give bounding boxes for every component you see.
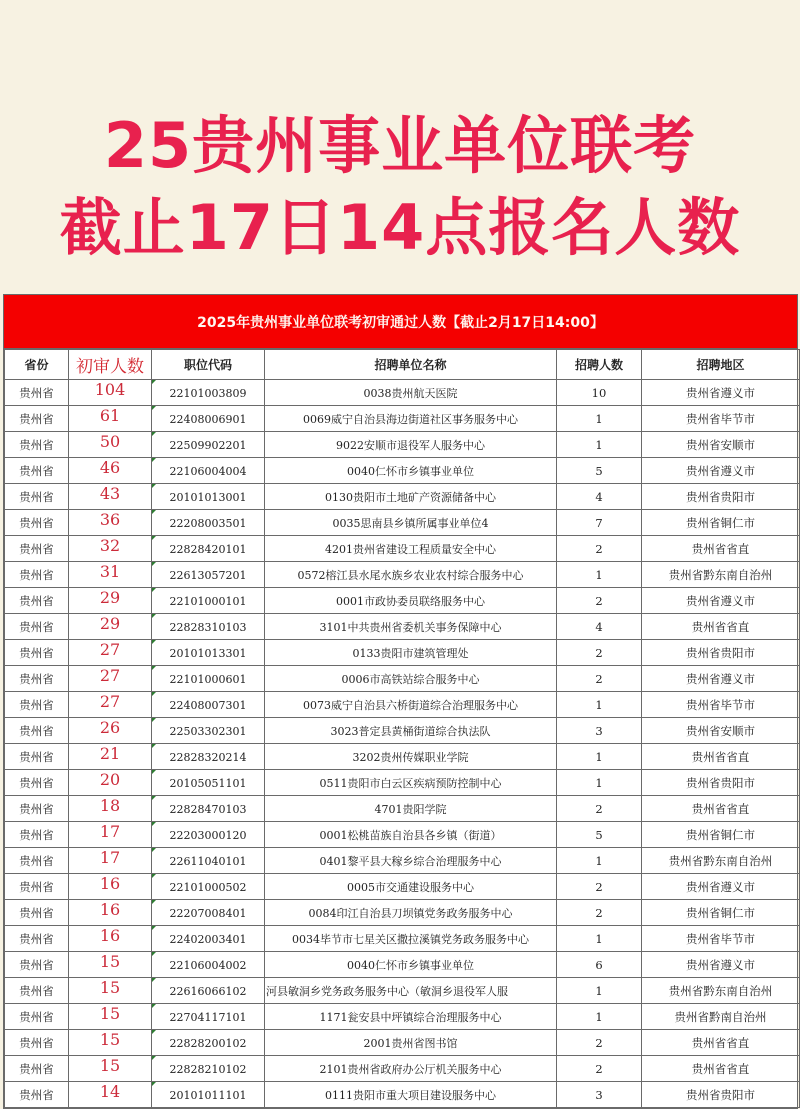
cell-review-count: 15 — [69, 1004, 152, 1030]
cell-position-code: 22828210102 — [152, 1056, 265, 1082]
table-row — [5, 588, 800, 614]
table-row — [5, 926, 800, 952]
cell-province: 贵州省 — [5, 744, 69, 770]
cell-review-count: 29 — [69, 614, 152, 640]
table-row — [5, 640, 800, 666]
column-header-position-code: 职位代码 — [152, 350, 265, 380]
cell-review-count: 21 — [69, 744, 152, 770]
cell-region: 贵州省遵义市 — [642, 666, 800, 692]
cell-position-code: 22106004004 — [152, 458, 265, 484]
table-row — [5, 666, 800, 692]
cell-unit-name: 0035思南县乡镇所属事业单位4 — [265, 510, 557, 536]
cell-region: 贵州省遵义市 — [642, 458, 800, 484]
cell-hires: 7 — [557, 510, 642, 536]
cell-review-count: 16 — [69, 926, 152, 952]
cell-review-count: 20 — [69, 770, 152, 796]
table-row — [5, 432, 800, 458]
cell-region: 贵州省贵阳市 — [642, 770, 800, 796]
cell-region: 贵州省省直 — [642, 1056, 800, 1082]
cell-province: 贵州省 — [5, 562, 69, 588]
cell-review-count: 26 — [69, 718, 152, 744]
cell-province: 贵州省 — [5, 796, 69, 822]
cell-hires: 1 — [557, 848, 642, 874]
cell-province: 贵州省 — [5, 536, 69, 562]
cell-unit-name: 3101中共贵州省委机关事务保障中心 — [265, 614, 557, 640]
cell-hires: 2 — [557, 796, 642, 822]
cell-review-count: 27 — [69, 640, 152, 666]
cell-unit-name: 0034毕节市七星关区撒拉溪镇党务政务服务中心 — [265, 926, 557, 952]
cell-review-count: 32 — [69, 536, 152, 562]
cell-hires: 2 — [557, 874, 642, 900]
column-header-province: 省份 — [5, 350, 69, 380]
cell-unit-name: 0069威宁自治县海边街道社区事务服务中心 — [265, 406, 557, 432]
table-row — [5, 744, 800, 770]
cell-region: 贵州省铜仁市 — [642, 510, 800, 536]
table-body — [5, 380, 800, 1108]
cell-province: 贵州省 — [5, 406, 69, 432]
cell-review-count: 15 — [69, 1030, 152, 1056]
cell-review-count: 43 — [69, 484, 152, 510]
cell-province: 贵州省 — [5, 900, 69, 926]
headline-line-1: 25贵州事业单位联考 — [103, 109, 697, 182]
cell-position-code: 22828470103 — [152, 796, 265, 822]
cell-review-count: 104 — [69, 380, 152, 406]
cell-review-count: 17 — [69, 822, 152, 848]
cell-review-count: 29 — [69, 588, 152, 614]
cell-review-count: 15 — [69, 978, 152, 1004]
table-row — [5, 536, 800, 562]
cell-unit-name: 0038贵州航天医院 — [265, 380, 557, 406]
cell-province: 贵州省 — [5, 432, 69, 458]
table-row — [5, 978, 800, 1004]
cell-position-code: 22106004002 — [152, 952, 265, 978]
cell-hires: 2 — [557, 588, 642, 614]
cell-unit-name: 2001贵州省图书馆 — [265, 1030, 557, 1056]
cell-hires: 2 — [557, 666, 642, 692]
cell-hires: 6 — [557, 952, 642, 978]
cell-hires: 1 — [557, 926, 642, 952]
table-row — [5, 1082, 800, 1108]
cell-region: 贵州省遵义市 — [642, 874, 800, 900]
cell-position-code: 22101000601 — [152, 666, 265, 692]
cell-province: 贵州省 — [5, 614, 69, 640]
cell-position-code: 22101003809 — [152, 380, 265, 406]
cell-region: 贵州省毕节市 — [642, 406, 800, 432]
cell-unit-name: 河县敏洞乡党务政务服务中心（敏洞乡退役军人服 — [265, 978, 557, 1004]
table-row — [5, 510, 800, 536]
cell-province: 贵州省 — [5, 952, 69, 978]
cell-province: 贵州省 — [5, 1056, 69, 1082]
table-row — [5, 952, 800, 978]
cell-province: 贵州省 — [5, 458, 69, 484]
table-banner-title: 2025年贵州事业单位联考初审通过人数【截止2月17日14:00】 — [4, 295, 797, 349]
column-header-region: 招聘地区 — [642, 350, 800, 380]
cell-review-count: 27 — [69, 666, 152, 692]
cell-province: 贵州省 — [5, 510, 69, 536]
cell-unit-name: 3202贵州传媒职业学院 — [265, 744, 557, 770]
cell-region: 贵州省铜仁市 — [642, 822, 800, 848]
cell-review-count: 17 — [69, 848, 152, 874]
cell-hires: 4 — [557, 484, 642, 510]
cell-province: 贵州省 — [5, 978, 69, 1004]
cell-review-count: 36 — [69, 510, 152, 536]
table-row — [5, 1030, 800, 1056]
cell-province: 贵州省 — [5, 692, 69, 718]
cell-unit-name: 1171瓮安县中坪镇综合治理服务中心 — [265, 1004, 557, 1030]
cell-review-count: 27 — [69, 692, 152, 718]
cell-region: 贵州省铜仁市 — [642, 900, 800, 926]
cell-province: 贵州省 — [5, 770, 69, 796]
cell-position-code: 22101000101 — [152, 588, 265, 614]
cell-unit-name: 0130贵阳市土地矿产资源储备中心 — [265, 484, 557, 510]
cell-hires: 10 — [557, 380, 642, 406]
cell-region: 贵州省贵阳市 — [642, 1082, 800, 1108]
cell-hires: 1 — [557, 692, 642, 718]
cell-hires: 2 — [557, 536, 642, 562]
cell-position-code: 22408007301 — [152, 692, 265, 718]
cell-position-code: 22613057201 — [152, 562, 265, 588]
cell-hires: 2 — [557, 1030, 642, 1056]
cell-position-code: 22704117101 — [152, 1004, 265, 1030]
cell-position-code: 22509902201 — [152, 432, 265, 458]
cell-position-code: 22208003501 — [152, 510, 265, 536]
cell-province: 贵州省 — [5, 874, 69, 900]
cell-province: 贵州省 — [5, 1030, 69, 1056]
cell-review-count: 46 — [69, 458, 152, 484]
table-row — [5, 770, 800, 796]
table-row — [5, 484, 800, 510]
cell-unit-name: 9022安顺市退役军人服务中心 — [265, 432, 557, 458]
cell-hires: 2 — [557, 1056, 642, 1082]
cell-hires: 2 — [557, 640, 642, 666]
cell-unit-name: 0040仁怀市乡镇事业单位 — [265, 952, 557, 978]
header-row — [5, 350, 800, 380]
cell-region: 贵州省省直 — [642, 536, 800, 562]
table-row — [5, 614, 800, 640]
cell-province: 贵州省 — [5, 1082, 69, 1108]
cell-unit-name: 4201贵州省建设工程质量安全中心 — [265, 536, 557, 562]
table-row — [5, 380, 800, 406]
cell-hires: 1 — [557, 406, 642, 432]
table-row — [5, 900, 800, 926]
cell-hires: 1 — [557, 978, 642, 1004]
cell-review-count: 14 — [69, 1082, 152, 1108]
cell-position-code: 20101013301 — [152, 640, 265, 666]
table-row — [5, 718, 800, 744]
cell-unit-name: 0111贵阳市重大项目建设服务中心 — [265, 1082, 557, 1108]
cell-review-count: 15 — [69, 952, 152, 978]
table-row — [5, 1056, 800, 1082]
cell-review-count: 31 — [69, 562, 152, 588]
cell-hires: 4 — [557, 614, 642, 640]
column-header-hires: 招聘人数 — [557, 350, 642, 380]
cell-region: 贵州省黔东南自治州 — [642, 978, 800, 1004]
cell-province: 贵州省 — [5, 588, 69, 614]
cell-region: 贵州省省直 — [642, 796, 800, 822]
cell-unit-name: 0005市交通建设服务中心 — [265, 874, 557, 900]
table-row — [5, 406, 800, 432]
cell-position-code: 22828200102 — [152, 1030, 265, 1056]
cell-region: 贵州省省直 — [642, 1030, 800, 1056]
applicant-count-table — [3, 294, 798, 1109]
cell-region: 贵州省黔东南自治州 — [642, 848, 800, 874]
cell-unit-name: 0084印江自治县刀坝镇党务政务服务中心 — [265, 900, 557, 926]
cell-unit-name: 0073威宁自治县六桥街道综合治理服务中心 — [265, 692, 557, 718]
column-header-review-count: 初审人数 — [69, 350, 152, 380]
cell-position-code: 20101013001 — [152, 484, 265, 510]
cell-unit-name: 0572榕江县水尾水族乡农业农村综合服务中心 — [265, 562, 557, 588]
cell-position-code: 20105051101 — [152, 770, 265, 796]
cell-position-code: 22101000502 — [152, 874, 265, 900]
cell-position-code: 20101011101 — [152, 1082, 265, 1108]
cell-hires: 5 — [557, 458, 642, 484]
headline-line-2: 截止17日14点报名人数 — [59, 191, 741, 264]
cell-hires: 2 — [557, 900, 642, 926]
cell-unit-name: 2101贵州省政府办公厅机关服务中心 — [265, 1056, 557, 1082]
cell-region: 贵州省贵阳市 — [642, 640, 800, 666]
cell-review-count: 50 — [69, 432, 152, 458]
cell-region: 贵州省遵义市 — [642, 588, 800, 614]
cell-region: 贵州省贵阳市 — [642, 484, 800, 510]
cell-position-code: 22611040101 — [152, 848, 265, 874]
cell-review-count: 16 — [69, 900, 152, 926]
table-row — [5, 692, 800, 718]
cell-region: 贵州省省直 — [642, 744, 800, 770]
table-row — [5, 822, 800, 848]
cell-province: 贵州省 — [5, 380, 69, 406]
cell-province: 贵州省 — [5, 848, 69, 874]
cell-province: 贵州省 — [5, 822, 69, 848]
cell-position-code: 22616066102 — [152, 978, 265, 1004]
cell-review-count: 61 — [69, 406, 152, 432]
cell-hires: 1 — [557, 744, 642, 770]
cell-position-code: 22828310103 — [152, 614, 265, 640]
cell-region: 贵州省毕节市 — [642, 926, 800, 952]
cell-province: 贵州省 — [5, 1004, 69, 1030]
cell-review-count: 16 — [69, 874, 152, 900]
cell-region: 贵州省毕节市 — [642, 692, 800, 718]
cell-region: 贵州省黔东南自治州 — [642, 562, 800, 588]
cell-hires: 1 — [557, 1004, 642, 1030]
cell-unit-name: 0040仁怀市乡镇事业单位 — [265, 458, 557, 484]
cell-region: 贵州省安顺市 — [642, 432, 800, 458]
cell-unit-name: 0511贵阳市白云区疾病预防控制中心 — [265, 770, 557, 796]
cell-position-code: 22828320214 — [152, 744, 265, 770]
cell-province: 贵州省 — [5, 718, 69, 744]
cell-hires: 1 — [557, 562, 642, 588]
table-row — [5, 1004, 800, 1030]
table-row — [5, 796, 800, 822]
cell-review-count: 15 — [69, 1056, 152, 1082]
cell-region: 贵州省省直 — [642, 614, 800, 640]
cell-position-code: 22408006901 — [152, 406, 265, 432]
cell-position-code: 22828420101 — [152, 536, 265, 562]
cell-province: 贵州省 — [5, 484, 69, 510]
table-row — [5, 848, 800, 874]
cell-region: 贵州省遵义市 — [642, 952, 800, 978]
cell-hires: 3 — [557, 718, 642, 744]
table-row — [5, 458, 800, 484]
cell-position-code: 22207008401 — [152, 900, 265, 926]
cell-region: 贵州省遵义市 — [642, 380, 800, 406]
table-row — [5, 874, 800, 900]
cell-unit-name: 0133贵阳市建筑管理处 — [265, 640, 557, 666]
cell-region: 贵州省黔南自治州 — [642, 1004, 800, 1030]
cell-province: 贵州省 — [5, 666, 69, 692]
cell-position-code: 22203000120 — [152, 822, 265, 848]
cell-province: 贵州省 — [5, 926, 69, 952]
cell-hires: 1 — [557, 770, 642, 796]
table-row — [5, 562, 800, 588]
cell-unit-name: 0001市政协委员联络服务中心 — [265, 588, 557, 614]
cell-position-code: 22503302301 — [152, 718, 265, 744]
cell-position-code: 22402003401 — [152, 926, 265, 952]
cell-unit-name: 0001松桃苗族自治县各乡镇（街道） — [265, 822, 557, 848]
cell-unit-name: 0006市高铁站综合服务中心 — [265, 666, 557, 692]
data-table — [4, 349, 800, 1108]
cell-unit-name: 3023普定县黄桶街道综合执法队 — [265, 718, 557, 744]
column-header-unit-name: 招聘单位名称 — [265, 350, 557, 380]
cell-hires: 5 — [557, 822, 642, 848]
cell-province: 贵州省 — [5, 640, 69, 666]
cell-unit-name: 0401黎平县大稼乡综合治理服务中心 — [265, 848, 557, 874]
cell-review-count: 18 — [69, 796, 152, 822]
cell-hires: 1 — [557, 432, 642, 458]
cell-unit-name: 4701贵阳学院 — [265, 796, 557, 822]
cell-hires: 3 — [557, 1082, 642, 1108]
cell-region: 贵州省安顺市 — [642, 718, 800, 744]
